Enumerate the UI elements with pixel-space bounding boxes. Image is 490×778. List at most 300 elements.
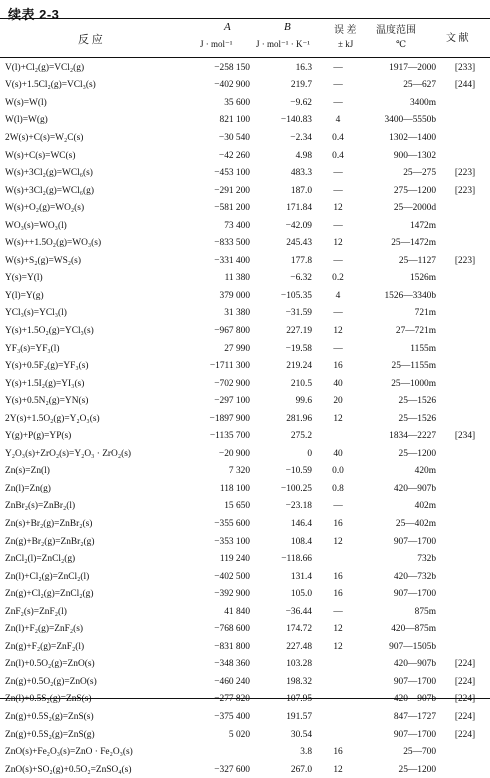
reference-cell	[440, 199, 490, 217]
table-row	[0, 252, 490, 270]
a-value-cell: 379 000	[219, 290, 250, 301]
reference-cell	[440, 603, 490, 621]
a-value-cell: −258 150	[214, 62, 250, 73]
a-value-cell: −20 900	[218, 448, 250, 459]
temp-range-cell: 907—1505b	[389, 641, 436, 652]
reference-cell	[440, 410, 490, 428]
reference-cell	[440, 392, 490, 410]
error-cell: 12	[333, 238, 343, 249]
a-value-cell: −702 900	[214, 378, 250, 389]
table-row	[0, 392, 490, 410]
b-value-cell: −19.58	[285, 343, 312, 354]
error-cell: 0.4	[332, 150, 344, 161]
b-value-cell: 245.43	[286, 238, 312, 249]
reaction-cell: Y(l)=Y(g)	[5, 290, 44, 301]
b-value-cell: 171.84	[286, 203, 312, 214]
reaction-cell: Y(s)+1.5I₂(g)=YI₃(s)	[5, 378, 85, 389]
error-cell: 4	[335, 290, 341, 301]
b-value-cell: −23.18	[285, 501, 312, 512]
error-cell: 16	[333, 589, 343, 600]
table-row	[0, 287, 490, 305]
error-cell: —	[333, 97, 343, 108]
temp-range-cell: 420—875m	[391, 624, 436, 635]
temp-range-cell: 420m	[414, 466, 436, 477]
reaction-cell: YF₃(s)=YF₃(l)	[5, 343, 60, 354]
header-temp-unit: ℃	[396, 39, 407, 49]
error-cell: 20	[333, 396, 343, 407]
table-header	[0, 18, 490, 58]
a-value-cell: −967 800	[214, 325, 250, 336]
reaction-cell: Zn(l)+F₂(g)=ZnF₂(s)	[5, 624, 84, 635]
reaction-cell: W(s)+C(s)=WC(s)	[5, 150, 76, 161]
b-value-cell: 275.2	[290, 431, 312, 442]
temp-range-cell: 420—907b	[393, 483, 436, 494]
a-value-cell: −453 100	[214, 168, 250, 179]
reference-cell	[440, 498, 490, 516]
a-value-cell: −355 600	[214, 518, 250, 529]
b-value-cell: 107.95	[286, 694, 312, 705]
a-value-cell: 41 840	[224, 606, 250, 617]
reference-cell	[440, 533, 490, 551]
b-value-cell: 227.19	[286, 325, 312, 336]
error-cell	[320, 550, 356, 568]
reaction-cell: Zn(s)=Zn(l)	[5, 466, 50, 477]
b-value-cell: 16.3	[295, 62, 312, 73]
reaction-cell: W(s)+3Cl₂(g)=WCl₆(g)	[5, 185, 94, 196]
a-value-cell: −581 200	[214, 203, 250, 214]
error-cell: —	[333, 185, 343, 196]
error-cell: 12	[333, 641, 343, 652]
temp-range-cell: 25—1526	[398, 413, 436, 424]
temp-range-cell: 1917—2000	[389, 62, 436, 73]
error-cell: 16	[333, 361, 343, 372]
b-value-cell: 3.8	[300, 747, 312, 758]
error-cell: 12	[333, 764, 343, 775]
temp-range-cell: 907—1700	[393, 729, 436, 740]
temp-range-cell: 732b	[417, 554, 436, 565]
a-value-cell: −402 500	[214, 571, 250, 582]
a-value-cell: −392 900	[214, 589, 250, 600]
reference-cell: [233]	[454, 62, 476, 73]
temp-range-cell: 420—907b	[393, 659, 436, 670]
a-value-cell: −375 400	[214, 712, 250, 722]
header-temp-range: 温度范围	[376, 25, 416, 36]
b-value-cell: 483.3	[290, 168, 312, 179]
error-cell	[320, 656, 356, 674]
table-row	[0, 182, 490, 200]
reaction-cell: Y(g)+P(g)=YP(s)	[5, 431, 72, 442]
reaction-cell: V(s)+1.5Cl₂(g)=VCl₃(s)	[5, 80, 96, 91]
error-cell: 16	[333, 571, 343, 582]
reaction-cell: W(s)+S₂(g)=WS₂(s)	[5, 255, 81, 266]
b-value-cell: 0	[307, 448, 312, 459]
reaction-cell: Zn(l)+0.5O₂(g)=ZnO(s)	[5, 659, 95, 670]
reference-cell: [223]	[454, 255, 476, 266]
reference-cell	[440, 480, 490, 498]
a-value-cell: 7 320	[228, 466, 250, 477]
table-row	[0, 726, 490, 744]
b-value-cell: 105.0	[290, 589, 312, 600]
reference-cell	[440, 761, 490, 778]
a-value-cell: −297 100	[214, 396, 250, 407]
reaction-cell: W(s)=W(l)	[5, 97, 47, 108]
a-value-cell: −42 260	[218, 150, 250, 161]
reference-cell	[440, 743, 490, 761]
table-row	[0, 375, 490, 393]
temp-range-cell: 25—627	[403, 80, 436, 91]
table-title: 续表 2-3	[8, 7, 60, 22]
reaction-cell: ZnCl₂(l)=ZnCl₂(g)	[5, 554, 76, 565]
temp-range-cell: 1526m	[409, 273, 436, 284]
reference-cell: [224]	[454, 676, 476, 687]
table-row	[0, 59, 490, 77]
temp-range-cell: 275—1200	[393, 185, 436, 196]
header-reaction: 反 应	[78, 34, 103, 46]
table-row	[0, 480, 490, 498]
table-row	[0, 234, 490, 252]
reference-cell	[440, 270, 490, 288]
reference-cell	[440, 585, 490, 603]
error-cell	[320, 673, 356, 691]
temp-range-cell: 3400m	[409, 97, 436, 108]
temp-range-cell: 1302—1400	[389, 132, 436, 143]
table-row	[0, 691, 490, 709]
b-value-cell: 30.54	[290, 729, 312, 740]
reaction-cell: 2W(s)+C(s)=W₂C(s)	[5, 132, 84, 143]
error-cell: —	[333, 343, 343, 354]
a-value-cell: −460 240	[214, 676, 250, 687]
reference-cell	[440, 322, 490, 340]
temp-range-cell: 721m	[414, 308, 436, 319]
reference-cell	[440, 357, 490, 375]
a-value-cell: 119 240	[219, 554, 250, 565]
a-value-cell: −1711 300	[209, 361, 250, 372]
reaction-cell: V(l)+Cl₂(g)=VCl₂(g)	[5, 62, 85, 73]
error-cell: 16	[333, 747, 343, 758]
reaction-cell: Y₂O₃(s)+ZrO₂(s)=Y₂O₃ · ZrO₂(s)	[5, 448, 131, 459]
temp-range-cell: 875m	[414, 606, 436, 617]
reaction-cell: Zn(l)+Cl₂(g)=ZnCl₂(l)	[5, 571, 90, 582]
a-value-cell: −30 540	[218, 132, 250, 143]
error-cell: 12	[333, 624, 343, 635]
a-value-cell: 11 380	[224, 273, 250, 284]
b-value-cell: 131.4	[290, 571, 312, 582]
temp-range-cell: 25—1127	[398, 255, 436, 266]
reference-cell: [224]	[454, 712, 476, 722]
reaction-cell: W(s)+3Cl₂(g)=WCl₆(s)	[5, 168, 93, 179]
reference-cell	[440, 445, 490, 463]
table-row	[0, 603, 490, 621]
table-row	[0, 340, 490, 358]
reference-cell	[440, 94, 490, 112]
b-value-cell: 227.48	[286, 641, 312, 652]
reference-cell: [224]	[454, 729, 476, 740]
reference-cell	[440, 568, 490, 586]
header-b-symbol: B	[284, 21, 291, 33]
b-value-cell: −100.25	[280, 483, 312, 494]
temp-range-cell: 1155m	[410, 343, 436, 354]
temp-range-cell: 907—1700	[393, 536, 436, 547]
table-row	[0, 708, 490, 726]
error-cell: —	[333, 80, 343, 91]
b-value-cell: 177.8	[290, 255, 312, 266]
reference-cell: [224]	[454, 694, 476, 705]
b-value-cell: 281.96	[286, 413, 312, 424]
reference-cell	[440, 234, 490, 252]
table-row	[0, 568, 490, 586]
a-value-cell: −353 100	[214, 536, 250, 547]
b-value-cell: 103.28	[286, 659, 312, 670]
reaction-cell: Y(s)+1.5O₂(g)=YCl₃(s)	[5, 325, 94, 336]
table-row	[0, 77, 490, 95]
b-value-cell: −42.09	[285, 220, 312, 231]
reference-cell: [223]	[454, 185, 476, 196]
a-value-cell: 821 100	[219, 115, 250, 126]
error-cell: —	[333, 168, 343, 179]
error-cell: 16	[333, 518, 343, 529]
b-value-cell: 191.57	[286, 712, 312, 722]
temp-range-cell: 25—2000d	[393, 203, 436, 214]
a-value-cell: −831 800	[214, 641, 250, 652]
b-value-cell: −105.35	[280, 290, 312, 301]
reference-cell	[440, 340, 490, 358]
reference-cell	[440, 515, 490, 533]
error-cell: 4	[335, 115, 341, 126]
table-row	[0, 217, 490, 235]
temp-range-cell: 25—1200	[398, 448, 436, 459]
b-value-cell: 210.5	[290, 378, 312, 389]
table-row	[0, 305, 490, 323]
a-value-cell: −348 360	[214, 659, 250, 670]
temp-range-cell: 402m	[414, 501, 436, 512]
reference-cell: [224]	[454, 659, 476, 670]
a-value-cell	[192, 743, 254, 761]
reaction-cell: Zn(g)+0.5S₂(g)=ZnS(s)	[5, 712, 94, 722]
reaction-cell: Zn(g)+0.5O₂(g)=ZnO(s)	[5, 676, 97, 687]
data-table	[0, 59, 490, 778]
a-value-cell: −1897 900	[209, 413, 250, 424]
reference-cell	[440, 287, 490, 305]
error-cell: 12	[333, 536, 343, 547]
error-cell: 40	[333, 448, 343, 459]
reaction-cell: ZnBr₂(s)=ZnBr₂(l)	[5, 501, 76, 512]
a-value-cell: −327 600	[214, 764, 250, 775]
temp-range-cell: 1834—2227	[389, 431, 436, 442]
header-reference: 文 献	[446, 33, 469, 44]
temp-range-cell: 907—1700	[393, 676, 436, 687]
b-value-cell: −140.83	[280, 115, 312, 126]
header-error: 误 差	[334, 25, 357, 36]
table-row	[0, 656, 490, 674]
reference-cell	[440, 621, 490, 639]
b-value-cell: −2.34	[290, 132, 312, 143]
error-cell: —	[333, 220, 343, 231]
b-value-cell: −118.66	[281, 554, 312, 565]
reaction-cell: Zn(g)+Cl₂(g)=ZnCl₂(g)	[5, 589, 94, 600]
temp-range-cell: 25—1200	[398, 764, 436, 775]
reference-cell: [234]	[454, 431, 476, 442]
b-value-cell: 99.6	[295, 396, 312, 407]
temp-range-cell: 25—1000m	[391, 378, 436, 389]
a-value-cell: 31 380	[224, 308, 250, 319]
b-value-cell: −36.44	[285, 606, 312, 617]
temp-range-cell: 3400—5550b	[384, 115, 436, 126]
reaction-cell: W(s)++1.5O₂(g)=WO₃(s)	[5, 238, 102, 249]
error-cell: 0.2	[332, 273, 344, 284]
error-cell: —	[333, 308, 343, 319]
reference-cell	[440, 375, 490, 393]
temp-range-cell: 907—1700	[393, 589, 436, 600]
temp-range-cell: 420—732b	[393, 571, 436, 582]
temp-range-cell: 25—402m	[395, 518, 436, 529]
table-row	[0, 463, 490, 481]
temp-range-cell: 27—721m	[395, 325, 436, 336]
reaction-cell: Y(s)=Y(l)	[5, 273, 43, 284]
reference-cell	[440, 463, 490, 481]
temp-range-cell: 25—1472m	[391, 238, 436, 249]
table-row	[0, 673, 490, 691]
a-value-cell: −1135 700	[209, 431, 250, 442]
reference-cell	[440, 550, 490, 568]
b-value-cell: −10.59	[285, 466, 312, 477]
reference-cell	[440, 638, 490, 656]
b-value-cell: −31.59	[285, 308, 312, 319]
table-row	[0, 427, 490, 445]
b-value-cell: 187.0	[290, 185, 312, 196]
a-value-cell: −291 200	[214, 185, 250, 196]
error-cell	[320, 691, 356, 709]
a-value-cell: 118 100	[219, 483, 250, 494]
a-value-cell: 35 600	[224, 97, 250, 108]
error-cell	[320, 427, 356, 445]
reaction-cell: ZnO(s)+SO₂(g)+0.5O₂=ZnSO₄(s)	[5, 764, 132, 775]
reference-cell	[440, 147, 490, 165]
b-value-cell: 4.98	[295, 150, 312, 161]
table-row	[0, 585, 490, 603]
b-value-cell: 219.7	[290, 80, 312, 91]
temp-range-cell: 25—700	[403, 747, 436, 758]
b-value-cell: 108.4	[290, 536, 312, 547]
header-b-unit: J · mol⁻¹ · K⁻¹	[256, 39, 310, 49]
a-value-cell: −331 400	[214, 255, 250, 266]
reaction-cell: YCl₃(s)=YCl₃(l)	[5, 308, 67, 319]
temp-range-cell: 1526—3340b	[384, 290, 436, 301]
error-cell	[320, 726, 356, 744]
reaction-cell: W(l)=W(g)	[5, 115, 48, 126]
table-row	[0, 445, 490, 463]
error-cell: —	[333, 606, 343, 617]
reference-cell	[440, 305, 490, 323]
b-value-cell: 267.0	[290, 764, 312, 775]
table-row	[0, 621, 490, 639]
a-value-cell: 15 650	[224, 501, 250, 512]
reference-cell: [223]	[454, 168, 476, 179]
reference-cell: [244]	[454, 80, 476, 91]
reference-cell	[440, 129, 490, 147]
table-row	[0, 498, 490, 516]
table-row	[0, 129, 490, 147]
error-cell: 40	[333, 378, 343, 389]
error-cell: 0.4	[332, 132, 344, 143]
a-value-cell: 73 400	[224, 220, 250, 231]
header-a-symbol: A	[224, 21, 231, 33]
temp-range-cell: 25—275	[403, 168, 436, 179]
reaction-cell: 2Y(s)+1.5O₂(g)=Y₂O₃(s)	[5, 413, 100, 424]
b-value-cell: 219.24	[286, 361, 312, 372]
table-row	[0, 743, 490, 761]
table-row	[0, 164, 490, 182]
header-error-unit: ± kJ	[338, 39, 354, 49]
temp-range-cell: 25—1155m	[391, 361, 436, 372]
table-row	[0, 533, 490, 551]
reaction-cell: Zn(g)+Br₂(g)=ZnBr₂(g)	[5, 536, 95, 547]
reference-cell	[440, 112, 490, 130]
temp-range-cell: 420—907b	[393, 694, 436, 705]
reaction-cell: Zn(l)+0.5S₂(g)=ZnS(s)	[5, 694, 92, 705]
table-row	[0, 515, 490, 533]
reaction-cell: W(s)+O₂(g)=WO₂(s)	[5, 203, 85, 214]
reaction-cell: Y(s)+0.5F₂(g)=YF₃(s)	[5, 361, 89, 372]
table-row	[0, 410, 490, 428]
a-value-cell: 27 990	[224, 343, 250, 354]
reaction-cell: Y(s)+0.5N₂(g)=YN(s)	[5, 396, 89, 407]
reaction-cell: Zn(g)+F₂(g)=ZnF₂(l)	[5, 641, 85, 652]
temp-range-cell: 25—1526	[398, 396, 436, 407]
reaction-cell: WO₃(s)=WO₃(l)	[5, 220, 67, 231]
error-cell: 12	[333, 325, 343, 336]
reaction-cell: Zn(s)+Br₂(g)=ZnBr₂(s)	[5, 518, 93, 529]
error-cell: —	[333, 62, 343, 73]
table-row	[0, 550, 490, 568]
table-row	[0, 357, 490, 375]
reaction-cell: ZnO(s)+Fe₂O₃(s)=ZnO · Fe₂O₃(s)	[5, 747, 133, 758]
a-value-cell: −402 900	[214, 80, 250, 91]
table-row	[0, 147, 490, 165]
reaction-cell: ZnF₂(s)=ZnF₂(l)	[5, 606, 67, 617]
a-value-cell: −277 820	[214, 694, 250, 705]
table-row	[0, 761, 490, 778]
table-row	[0, 270, 490, 288]
b-value-cell: 174.72	[286, 624, 312, 635]
temp-range-cell: 847—1727	[393, 712, 436, 722]
a-value-cell: −833 500	[214, 238, 250, 249]
temp-range-cell: 900—1302	[393, 150, 436, 161]
b-value-cell: 198.32	[286, 676, 312, 687]
error-cell: 0.8	[332, 483, 344, 494]
error-cell	[320, 708, 356, 726]
reaction-cell: Zn(g)+0.5S₂(g)=ZnS(g)	[5, 729, 95, 740]
reference-cell	[440, 217, 490, 235]
table-row	[0, 322, 490, 340]
reaction-cell: Zn(l)=Zn(g)	[5, 483, 51, 494]
a-value-cell: −768 600	[214, 624, 250, 635]
table-bottom-rule	[0, 698, 490, 699]
error-cell: 12	[333, 413, 343, 424]
b-value-cell: −6.32	[290, 273, 312, 284]
a-value-cell: 5 020	[228, 729, 250, 740]
table-row	[0, 199, 490, 217]
error-cell: 12	[333, 203, 343, 214]
table-row	[0, 94, 490, 112]
error-cell: —	[333, 255, 343, 266]
b-value-cell: 146.4	[290, 518, 312, 529]
header-a-unit: J · mol⁻¹	[200, 39, 233, 49]
temp-range-cell: 1472m	[409, 220, 436, 231]
table-row	[0, 638, 490, 656]
error-cell: 0.0	[332, 466, 344, 477]
error-cell: —	[333, 501, 343, 512]
b-value-cell: −9.62	[290, 97, 312, 108]
